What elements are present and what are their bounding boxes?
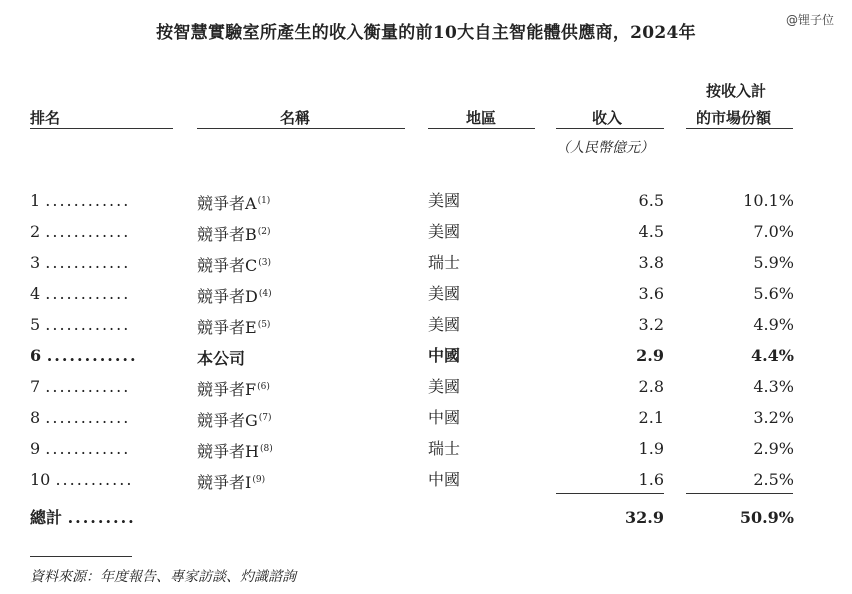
rank-number: 7	[30, 377, 41, 396]
header-rule-share	[686, 128, 793, 129]
revenue-cell: 2.8	[638, 377, 664, 396]
rank-number: 9	[30, 439, 41, 458]
dot-leader: .........	[67, 508, 136, 527]
rank-cell	[30, 250, 130, 276]
header-rule-name	[197, 128, 405, 129]
rank-cell	[30, 312, 130, 338]
header-rank: 排名	[30, 109, 61, 127]
revenue-cell: 1.6	[638, 470, 664, 489]
share-cell: 10.1%	[743, 191, 794, 210]
footnote-marker: (6)	[257, 382, 270, 392]
total-label: 總計	[30, 508, 63, 527]
region-cell: 美國	[428, 222, 461, 241]
dot-leader: ...........	[55, 470, 134, 489]
footnote-marker: (2)	[257, 227, 271, 237]
dot-leader: ............	[45, 377, 131, 396]
name-cell	[197, 250, 271, 279]
rank-number: 6	[30, 346, 42, 365]
header-name: 名稱	[280, 109, 311, 127]
header-rule-revenue	[556, 128, 664, 129]
name-cell	[197, 281, 272, 310]
share-cell: 5.9%	[753, 253, 794, 272]
share-cell: 2.5%	[753, 470, 794, 489]
rank-number: 1	[30, 191, 41, 210]
company-name: 競爭者E	[197, 318, 257, 337]
name-cell	[197, 188, 270, 217]
revenue-cell: 1.9	[638, 439, 664, 458]
company-name: 競爭者A	[197, 194, 257, 213]
rank-cell	[30, 467, 133, 493]
dot-leader: ............	[45, 284, 131, 303]
name-cell	[197, 467, 265, 496]
table-row	[0, 312, 852, 338]
rank-number: 8	[30, 408, 41, 427]
region-cell: 美國	[428, 315, 461, 334]
total-label-cell	[30, 505, 136, 531]
name-cell	[197, 374, 270, 403]
region-cell: 美國	[428, 191, 461, 210]
total-rule-revenue	[556, 493, 664, 494]
dot-leader: ............	[45, 408, 131, 427]
share-cell: 2.9%	[753, 439, 794, 458]
company-name: 競爭者D	[197, 287, 258, 306]
header-revenue: 收入	[592, 109, 623, 127]
footnote-marker: (3)	[258, 258, 271, 268]
revenue-cell: 3.2	[638, 315, 664, 334]
company-name: 競爭者C	[197, 256, 258, 275]
table-row	[0, 281, 852, 307]
rank-cell	[30, 374, 130, 400]
region-cell: 瑞士	[428, 439, 461, 458]
footnote-marker: (7)	[258, 413, 272, 423]
header-share-line2: 的市場份額	[696, 109, 772, 127]
table-row	[0, 343, 852, 369]
dot-leader: ............	[46, 346, 138, 365]
total-rule-share	[686, 493, 793, 494]
region-cell: 美國	[428, 284, 461, 303]
table-row	[0, 467, 852, 493]
revenue-cell: 2.9	[636, 346, 664, 365]
revenue-cell: 3.8	[638, 253, 664, 272]
footnote-marker: (8)	[259, 444, 273, 454]
watermark: @锂子位	[785, 13, 834, 27]
dot-leader: ............	[45, 222, 131, 241]
company-name: 競爭者I	[197, 473, 252, 492]
footnote-marker: (9)	[252, 475, 266, 485]
share-cell: 4.9%	[753, 315, 794, 334]
dot-leader: ............	[45, 191, 131, 210]
region-cell: 中國	[428, 346, 461, 365]
share-cell: 5.6%	[753, 284, 794, 303]
name-cell	[197, 219, 271, 248]
company-name: 競爭者G	[197, 411, 258, 430]
page-title: 按智慧實驗室所產生的收入衡量的前10大自主智能體供應商，2024年	[156, 23, 696, 43]
revenue-cell: 6.5	[638, 191, 664, 210]
company-name: 競爭者H	[197, 442, 259, 461]
source-note: 資料來源：年度報告、專家訪談、灼識諮詢	[30, 569, 296, 585]
company-name: 競爭者F	[197, 380, 257, 399]
total-share: 50.9%	[739, 508, 794, 527]
table-row	[0, 405, 852, 431]
rank-cell	[30, 281, 130, 307]
header-region: 地區	[466, 109, 497, 127]
rank-number: 4	[30, 284, 41, 303]
region-cell: 瑞士	[428, 253, 461, 272]
region-cell: 中國	[428, 470, 461, 489]
footnote-marker: (1)	[257, 196, 271, 206]
revenue-cell: 3.6	[638, 284, 664, 303]
share-cell: 4.3%	[753, 377, 794, 396]
rank-cell	[30, 405, 130, 431]
total-revenue: 32.9	[625, 508, 664, 527]
rank-cell	[30, 436, 130, 462]
rank-cell	[30, 343, 138, 369]
table-row	[0, 188, 852, 214]
header-rule-rank	[30, 128, 173, 129]
rank-cell	[30, 219, 130, 245]
table-row	[0, 374, 852, 400]
revenue-unit: （人民幣億元）	[556, 140, 654, 156]
table-row	[0, 219, 852, 245]
name-cell	[197, 343, 246, 372]
table-row	[0, 250, 852, 276]
dot-leader: ............	[45, 439, 131, 458]
total-row	[0, 505, 852, 531]
region-cell: 美國	[428, 377, 461, 396]
region-cell: 中國	[428, 408, 461, 427]
rank-number: 5	[30, 315, 41, 334]
share-cell: 7.0%	[753, 222, 794, 241]
company-name: 本公司	[197, 349, 246, 368]
rank-number: 10	[30, 470, 51, 489]
dot-leader: ............	[45, 315, 131, 334]
rank-cell	[30, 188, 130, 214]
revenue-cell: 2.1	[638, 408, 664, 427]
revenue-cell: 4.5	[638, 222, 664, 241]
name-cell	[197, 405, 272, 434]
rank-number: 2	[30, 222, 41, 241]
footnote-marker: (4)	[258, 289, 272, 299]
source-rule	[30, 556, 132, 557]
header-rule-region	[428, 128, 535, 129]
dot-leader: ............	[45, 253, 131, 272]
footnote-marker: (5)	[257, 320, 271, 330]
name-cell	[197, 312, 270, 341]
share-cell: 4.4%	[750, 346, 794, 365]
rank-number: 3	[30, 253, 41, 272]
name-cell	[197, 436, 273, 465]
share-cell: 3.2%	[753, 408, 794, 427]
table-row	[0, 436, 852, 462]
company-name: 競爭者B	[197, 225, 257, 244]
header-share-line1: 按收入計	[706, 82, 767, 100]
